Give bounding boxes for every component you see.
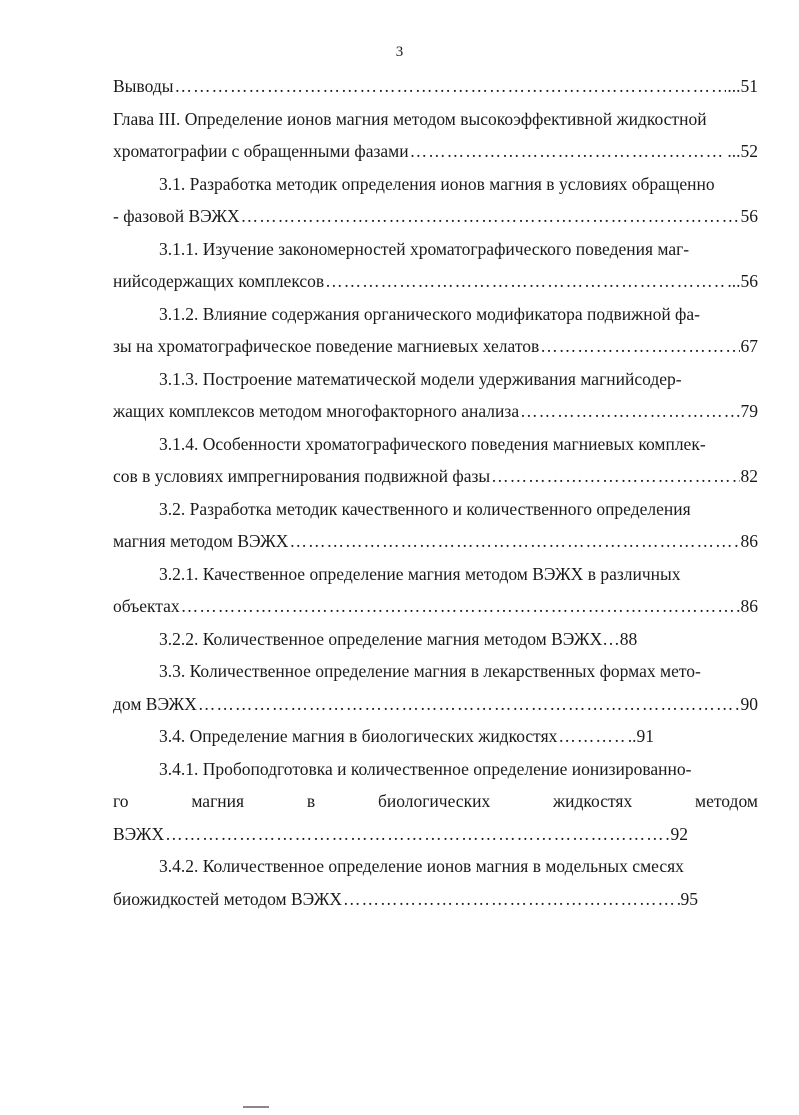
leader-dots: [410, 135, 727, 168]
toc-page-number: 86: [740, 531, 758, 551]
toc-line: [113, 460, 758, 493]
toc-entry-3-2-1: [113, 558, 758, 623]
leader-dots: [198, 688, 740, 721]
toc-entry-title: 3.2. Разработка методик качественного и количественного определения: [159, 498, 691, 519]
toc-entry-title-cont: дом ВЭЖХ: [113, 693, 197, 714]
toc-entry-title: 3.1.2. Влияние содержания органического модификатора подвижной фа-: [159, 303, 700, 324]
toc-entry-title: 3.4.2. Количественное определение ионов магния в модельных смесях: [159, 856, 684, 876]
toc-entry-title-cont: хроматографии с обращенными фазами: [113, 141, 409, 161]
scan-artifact: [243, 1106, 269, 1108]
toc-page-number: …88: [602, 628, 638, 649]
toc-line: [113, 200, 758, 233]
toc-entry-3-1-4: [113, 428, 758, 493]
toc-page-number: ...51: [727, 76, 758, 96]
toc-entry-title: Глава III. Определение ионов магния методом высокоэффективной жидкостной: [113, 108, 707, 129]
toc-page-number: ...56: [727, 271, 758, 291]
toc-entry-title-cont: жащих комплексов методом многофакторного анализа: [113, 401, 520, 421]
leader-dots: [540, 330, 739, 363]
word: в: [306, 791, 316, 811]
leader-dots: [520, 395, 739, 428]
toc-entry-chapter-3: [113, 103, 758, 168]
toc-line: [113, 330, 758, 363]
toc-entry-title: 3.1.1. Изучение закономерностей хроматографического поведения маг-: [159, 238, 690, 259]
toc-entry-title: 3.4.1. Пробоподготовка и количественное определение ионизированно-: [159, 758, 692, 779]
leader-dots: [343, 883, 679, 916]
toc-line: [113, 135, 758, 168]
toc-entry-title-cont: нийсодержащих комплексов: [113, 271, 325, 291]
toc-line: [113, 818, 688, 851]
toc-page-number: 82: [740, 466, 758, 486]
toc-entry-title: 3.1.4. Особенности хроматографического поведения магниевых комплек-: [159, 433, 706, 454]
toc-page-number: 79: [740, 401, 758, 421]
toc-entry-title: 3.2.1. Качественное определение магния методом ВЭЖХ в различных: [159, 563, 681, 584]
toc-entry-title-cont: сов в условиях импрегнирования подвижной фазы: [113, 466, 491, 486]
toc-line: [113, 883, 698, 916]
word: магния: [191, 791, 245, 811]
leader-dots: [491, 460, 739, 493]
toc-entry-3-3: [113, 655, 758, 720]
word: го: [113, 791, 129, 811]
toc-entry-3-1: [113, 168, 758, 233]
toc-line: [113, 590, 758, 623]
toc-entry-title: Выводы: [113, 76, 174, 96]
toc-entry-title: 3.2.2. Количественное определение магния методом ВЭЖХ: [159, 628, 603, 649]
toc-entry-title-cont: биожидкостей методом ВЭЖХ: [113, 888, 343, 909]
leader-dots: [241, 200, 740, 233]
toc-line: [113, 688, 758, 721]
toc-line: [113, 265, 758, 298]
toc-line-spread: [113, 785, 758, 818]
toc-page-number: ..91: [627, 726, 654, 746]
toc-entry-title-cont: ВЭЖХ: [113, 823, 165, 844]
toc-page-number: 90: [740, 693, 758, 714]
toc-entry-title: 3.4. Определение магния в биологических жидкостях: [159, 726, 558, 746]
table-of-contents: [113, 70, 758, 915]
toc-entry-3-2: [113, 493, 758, 558]
toc-entry-conclusions: [113, 70, 758, 103]
toc-entry-title: 3.1.3. Построение математической модели удерживания магнийсодер-: [159, 368, 682, 389]
word: методом: [695, 791, 758, 811]
toc-entry-title-cont: - фазовой ВЭЖХ: [113, 206, 240, 226]
leader-dots: [165, 818, 669, 851]
page-number: 3: [395, 44, 404, 60]
toc-entry-title-cont: объектах: [113, 596, 180, 616]
toc-page-number: 56: [740, 206, 758, 226]
toc-page-number: 67: [740, 336, 758, 356]
toc-entry-3-4: [113, 720, 758, 753]
toc-line: [113, 70, 758, 103]
leader-dots: [558, 720, 626, 753]
toc-line: [113, 525, 758, 558]
toc-page-number: 92: [670, 823, 688, 844]
toc-entry-3-4-2: [113, 850, 758, 915]
toc-page-number: 95: [680, 888, 698, 909]
word: биологических: [377, 791, 491, 811]
toc-entry-title-cont: зы на хроматографическое поведение магниевых хелатов: [113, 336, 540, 356]
toc-entry-3-1-3: [113, 363, 758, 428]
leader-dots: [174, 70, 726, 103]
toc-entry-title: 3.1. Разработка методик определения ионов магния в условиях обращенно: [159, 173, 715, 194]
toc-page-number: ...52: [727, 141, 758, 161]
toc-line: [113, 623, 758, 656]
toc-entry-3-4-1: [113, 753, 758, 851]
toc-entry-3-1-2: [113, 298, 758, 363]
word: жидкостях: [553, 791, 633, 811]
toc-line: [113, 720, 654, 753]
leader-dots: [289, 525, 739, 558]
toc-entry-title: 3.3. Количественное определение магния в лекарственных формах мето-: [159, 661, 701, 681]
leader-dots: [325, 265, 726, 298]
toc-entry-title-cont: магния методом ВЭЖХ: [113, 531, 289, 551]
toc-line: [113, 395, 758, 428]
toc-entry-3-2-2: [113, 623, 758, 656]
toc-entry-3-1-1: [113, 233, 758, 298]
toc-page-number: .86: [736, 596, 758, 616]
leader-dots: [181, 590, 735, 623]
